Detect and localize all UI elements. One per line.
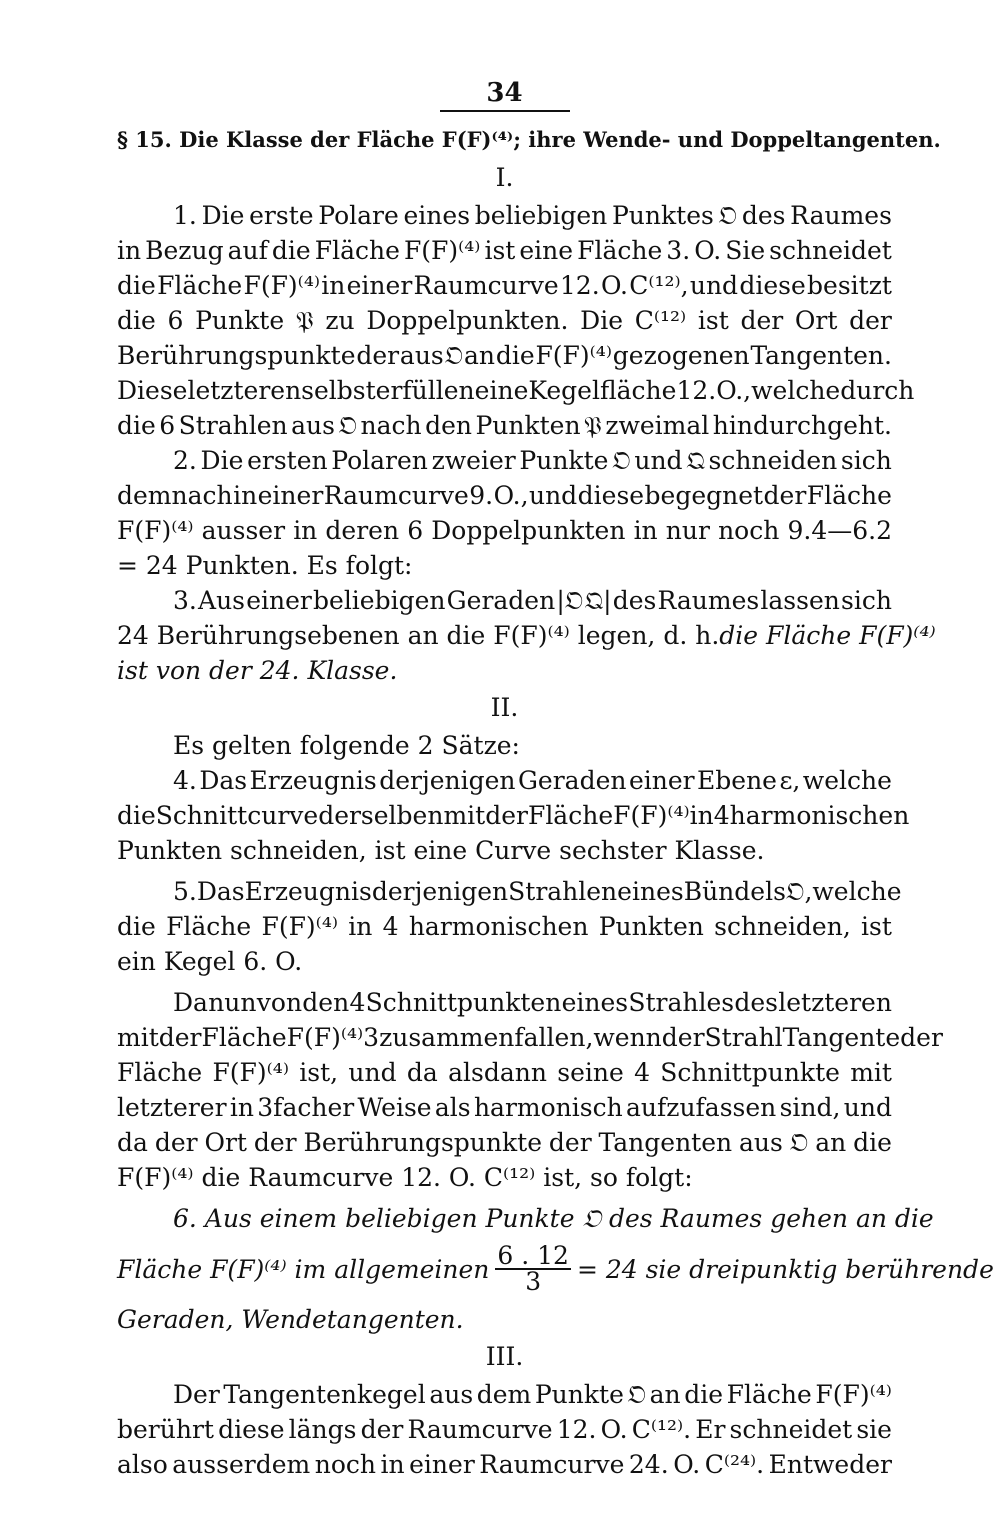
word: Punkte (195, 306, 285, 335)
word: Raumcurve (407, 1415, 553, 1444)
paragraph-5 (117, 874, 902, 979)
word: F(F)⁽⁴⁾ (535, 341, 612, 370)
word: der (763, 481, 807, 510)
word: schneiden (708, 446, 838, 475)
word: demnach (117, 481, 233, 510)
word: aus (399, 341, 444, 370)
word: in (633, 516, 658, 545)
word: auf (227, 236, 268, 265)
word: einer (346, 271, 413, 300)
word: und (689, 271, 739, 300)
word: O. (694, 236, 722, 265)
word: des (612, 586, 657, 615)
word: als (434, 1093, 471, 1122)
word: ist (861, 912, 892, 941)
text-line (117, 268, 892, 303)
word: Polare (318, 201, 399, 230)
word: in (233, 481, 258, 510)
word: die (495, 341, 535, 370)
word: Raumcurve (323, 481, 469, 510)
word: Aus (198, 586, 246, 615)
word: und (634, 446, 683, 475)
word: in (229, 1093, 254, 1122)
text-line (117, 583, 892, 618)
word: selbst (301, 376, 376, 405)
word: eine (519, 236, 574, 265)
word: derjenigen (379, 766, 516, 795)
paragraph-6 (117, 1201, 994, 1337)
word: da (406, 1058, 438, 1087)
word: die (271, 236, 311, 265)
word: zusammenfallen, (379, 1023, 594, 1052)
text-line (117, 233, 892, 268)
word: F(F)⁽⁴⁾ (286, 1023, 364, 1052)
word: welche (812, 877, 902, 906)
word: von (256, 988, 303, 1017)
paragraph-2 (117, 443, 892, 583)
word: berührt (117, 1415, 214, 1444)
word: 12. (556, 1415, 597, 1444)
word: 4 (382, 912, 399, 941)
text-line (117, 798, 910, 833)
word: Er (695, 1415, 726, 1444)
word: durch (840, 376, 915, 405)
word: Erzeugnis (244, 877, 372, 906)
word: O. (600, 1415, 628, 1444)
word: ersten (247, 446, 328, 475)
word: schneidet (769, 236, 892, 265)
word: 𝔒 (718, 201, 738, 230)
word: und (843, 1093, 892, 1122)
word: in (321, 271, 346, 300)
word: eines (561, 988, 629, 1017)
word: O., (493, 481, 529, 510)
word: Schnittpunkten (365, 988, 562, 1017)
word: in (293, 516, 318, 545)
text-line (117, 1125, 892, 1160)
word: die (117, 306, 156, 335)
word: Sie (725, 236, 766, 265)
word: 𝔒 (612, 446, 631, 475)
word: Berührungspunkte (117, 341, 356, 370)
word: 𝔔| (584, 586, 612, 615)
word: erste (249, 201, 314, 230)
formula-line (117, 1240, 994, 1298)
paragraph-1 (117, 198, 915, 443)
word: welche (802, 766, 892, 795)
word: diese (577, 481, 645, 510)
emphasis-text: = 24 sie dreipunktig berührende (576, 1254, 994, 1284)
word: beliebigen (474, 201, 608, 230)
text-line (117, 1090, 892, 1125)
word: 𝔔 (686, 446, 705, 475)
text-line (117, 874, 902, 909)
word: mit (850, 1058, 892, 1087)
text-line: Es gelten folgende 2 Sätze: (173, 731, 520, 760)
emphasis-text: die Fläche F(F)⁽⁴⁾ (719, 621, 936, 650)
word: 4. (173, 766, 197, 795)
word: Tangentenkegel (223, 1380, 426, 1409)
word: 1. (173, 201, 197, 230)
word: harmonischen (729, 801, 910, 830)
word: zu (325, 306, 355, 335)
word: die (117, 801, 156, 830)
emphasis-text: Fläche F(F)⁽⁴⁾ im allgemeinen (117, 1254, 490, 1284)
text-line (117, 763, 892, 798)
text-line (117, 1412, 892, 1447)
paragraph-da (117, 985, 943, 1195)
word: Tangenten (598, 1128, 733, 1157)
word: ist (484, 236, 516, 265)
word: 𝔓 (584, 411, 602, 440)
word: in (348, 912, 373, 941)
word: Polaren (331, 446, 428, 475)
word: dem (476, 1380, 532, 1409)
word: Fläche (726, 1380, 812, 1409)
word: C⁽¹²⁾. (631, 1415, 692, 1444)
word: nur (665, 516, 710, 545)
word: zweier (431, 446, 516, 475)
text-line: Punkten schneiden, ist eine Curve sechster Klasse. (117, 836, 765, 865)
text-line (117, 985, 892, 1020)
word: Die (580, 306, 624, 335)
section-heading: § 15. Die Klasse der Fläche F(F)⁽⁴⁾; ihre Wende- und Doppeltangenten. (117, 127, 941, 152)
word: noch (314, 1450, 376, 1479)
word: diese (218, 1415, 285, 1444)
word: Der (173, 1380, 220, 1409)
word: Strahlen (178, 411, 288, 440)
word: 3. (666, 236, 691, 265)
text-line (117, 1055, 892, 1090)
word: die (853, 1128, 892, 1157)
word: erfüllen (375, 376, 475, 405)
word: Raumes (657, 586, 760, 615)
word: Das (196, 877, 245, 906)
word: derselben (318, 801, 444, 830)
word: Tangenten. (750, 341, 892, 370)
word: F(F)⁽⁴⁾ (117, 516, 194, 545)
word: Raumcurve (479, 1450, 625, 1479)
word: zweimal (605, 411, 710, 440)
word: der (740, 306, 784, 335)
word: Fläche (806, 481, 892, 510)
paragraph-7 (117, 1377, 892, 1482)
word: letzteren (187, 376, 302, 405)
word: Da (173, 988, 208, 1017)
word: aus (429, 1380, 474, 1409)
word: Punktes (611, 201, 714, 230)
word: deren (325, 516, 400, 545)
word: 12. (676, 376, 717, 405)
word: einer (409, 1450, 475, 1479)
word: sie (856, 1415, 892, 1444)
text-line: ein Kegel 6. O. (117, 947, 303, 976)
word: Die (201, 201, 245, 230)
word: 4 (634, 1058, 650, 1087)
word: besitzt (807, 271, 892, 300)
word: 𝔒 (444, 341, 464, 370)
word: Geraden (446, 586, 556, 615)
text-line (117, 1020, 943, 1055)
word: Doppelpunkten (431, 516, 626, 545)
word: Strahlen (508, 877, 618, 906)
word: schneiden, (714, 912, 851, 941)
word: aus (739, 1128, 783, 1157)
word: Erzeugnis (249, 766, 377, 795)
emphasis-text: 6. Aus einem beliebigen Punkte 𝔒 des Raumes gehen an die (173, 1204, 934, 1233)
word: C⁽²⁴⁾. (704, 1450, 765, 1479)
word: 12. (559, 271, 600, 300)
word: Punkten (475, 411, 581, 440)
word: Bündels (683, 877, 786, 906)
word: nach (360, 411, 422, 440)
word: 6 (407, 516, 424, 545)
word: 3 (363, 1023, 380, 1052)
word: 5. (173, 877, 197, 906)
word: Fläche (577, 236, 663, 265)
word: Fläche (527, 801, 614, 830)
text-line (117, 1377, 892, 1412)
word: Fläche (166, 912, 252, 941)
word: der (154, 1128, 198, 1157)
word: 𝔒 (627, 1380, 647, 1409)
word: Strahles (628, 988, 735, 1017)
word: alsdann (448, 1058, 547, 1087)
word: in (117, 236, 142, 265)
fraction-denominator: 3 (525, 1267, 542, 1296)
word: die (117, 912, 156, 941)
word: 6 (167, 306, 184, 335)
word: in (689, 801, 714, 830)
word: 𝔒 (789, 1128, 809, 1157)
section-number-2: II. (490, 693, 519, 722)
word: Ort (204, 1128, 247, 1157)
text-line-mixed (117, 618, 936, 653)
word: 9. (469, 481, 494, 510)
word: an (815, 1128, 847, 1157)
word: mit (117, 1023, 159, 1052)
word: die (117, 411, 156, 440)
text-line: F(F)⁽⁴⁾ die Raumcurve 12. O. C⁽¹²⁾ ist, so folgt: (117, 1163, 693, 1192)
word: Fläche (201, 1023, 287, 1052)
word: eines (617, 877, 684, 906)
word: Tangente (782, 1023, 901, 1052)
section-number-1: I. (495, 163, 514, 192)
word: den (425, 411, 472, 440)
emphasis-text: Geraden, Wendetangenten. (117, 1305, 464, 1334)
word: F(F)⁽⁴⁾ (403, 236, 481, 265)
word: der (900, 1023, 943, 1052)
word: ist (697, 306, 729, 335)
word: Kegelfläche (528, 376, 677, 405)
word: eines (403, 201, 471, 230)
word: harmonisch (473, 1093, 623, 1122)
word: einer (246, 586, 312, 615)
word: der (485, 801, 528, 830)
word: ausser (201, 516, 286, 545)
word: Die (200, 446, 244, 475)
word: Raumcurve (413, 271, 559, 300)
word: diese (739, 271, 806, 300)
word: harmonischen (408, 912, 589, 941)
word: an (463, 341, 495, 370)
word: Raumes (790, 201, 892, 230)
word: der (548, 1128, 592, 1157)
word: C⁽¹²⁾ (634, 306, 687, 335)
word: sich (840, 446, 892, 475)
word: Punkte (519, 446, 609, 475)
word: |𝔒 (556, 586, 584, 615)
section-number-3: III. (485, 1342, 524, 1371)
word: 𝔒 (338, 411, 358, 440)
text-line (117, 373, 915, 408)
word: F(F)⁽⁴⁾ (815, 1380, 892, 1409)
word: der (356, 341, 400, 370)
word: letzteren (778, 988, 892, 1017)
word: die (117, 271, 156, 300)
paragraph-4 (117, 763, 910, 868)
word: seine (557, 1058, 624, 1087)
word: Punkte (534, 1380, 624, 1409)
word: beliebigen (313, 586, 446, 615)
text-line (117, 909, 892, 944)
text-line: = 24 Punkten. Es folgt: (117, 551, 413, 580)
word: aus (291, 411, 335, 440)
emphasis-text: ist von der 24. Klasse. (117, 656, 398, 685)
word: ε, (779, 766, 801, 795)
fraction (495, 1241, 571, 1296)
fraction-numerator: 6 . 12 (497, 1241, 569, 1270)
word: welche (751, 376, 841, 405)
word: an (649, 1380, 681, 1409)
word: Punkten (598, 912, 704, 941)
word: Fläche (314, 236, 400, 265)
word: Strahl (704, 1023, 783, 1052)
word: eine (474, 376, 529, 405)
word: 2. (173, 446, 197, 475)
word: gezogenen (612, 341, 750, 370)
word: O. (600, 271, 628, 300)
word: schneidet (729, 1415, 853, 1444)
paragraph-3 (117, 583, 936, 688)
word: 4 (349, 988, 366, 1017)
word: der (158, 1023, 202, 1052)
word: letzterer (117, 1093, 227, 1122)
word: der (661, 1023, 705, 1052)
word: den (302, 988, 350, 1017)
word: F(F)⁽⁴⁾ (261, 912, 338, 941)
word: Doppelpunkten. (366, 306, 569, 335)
text-line (117, 1302, 892, 1337)
word: F(F)⁽⁴⁾ (243, 271, 320, 300)
text-line (117, 303, 892, 338)
word: ist, (299, 1058, 339, 1087)
text-line (117, 408, 892, 443)
text-line (117, 443, 892, 478)
text-line (117, 653, 892, 688)
word: 3. (173, 586, 197, 615)
word: lassen (760, 586, 840, 615)
text-line (117, 338, 892, 373)
word: 𝔓 (295, 306, 314, 335)
word: Ebene (697, 766, 777, 795)
word: F(F)⁽⁴⁾ (613, 801, 690, 830)
word: ausserdem (172, 1450, 311, 1479)
word: hindurchgeht. (712, 411, 892, 440)
word: und (528, 481, 578, 510)
word: 6 (159, 411, 176, 440)
word: F(F)⁽⁴⁾ (212, 1058, 289, 1087)
word: des (734, 988, 778, 1017)
word: noch (718, 516, 780, 545)
word: des (741, 201, 786, 230)
word: O. (673, 1450, 701, 1479)
word: die (684, 1380, 724, 1409)
word: O., (716, 376, 752, 405)
word: 24. (628, 1450, 669, 1479)
word: Schnittpunkte (660, 1058, 840, 1087)
word: Fläche (157, 271, 243, 300)
word: also (117, 1450, 168, 1479)
text-line (117, 198, 892, 233)
text-line (117, 513, 892, 548)
word: derjenigen (371, 877, 509, 906)
word: da (117, 1128, 148, 1157)
text-line (117, 1201, 934, 1236)
word: wenn (593, 1023, 662, 1052)
word: aufzufassen (626, 1093, 777, 1122)
word: Geraden (517, 766, 627, 795)
word: Diese (117, 376, 188, 405)
word: Entweder (768, 1450, 892, 1479)
word: sind, (779, 1093, 841, 1122)
word: einer (257, 481, 324, 510)
word: Weise (357, 1093, 432, 1122)
word: Das (199, 766, 248, 795)
word: in (380, 1450, 405, 1479)
word: nun (208, 988, 257, 1017)
word: längs (288, 1415, 357, 1444)
word: einer (628, 766, 695, 795)
text-line (117, 478, 892, 513)
word: 9.4—6.2 (787, 516, 892, 545)
word: der (253, 1128, 297, 1157)
word: Ort (794, 306, 838, 335)
word: der (360, 1415, 404, 1444)
text-span: 24 Berührungsebenen an die F(F)⁽⁴⁾ legen, d. h. (117, 621, 720, 650)
word: 3facher (257, 1093, 355, 1122)
word: 𝔒, (785, 877, 813, 906)
word: Fläche (117, 1058, 203, 1087)
text-line (117, 1447, 892, 1482)
word: sich (841, 586, 892, 615)
page-number: 34 (440, 78, 570, 112)
word: und (348, 1058, 397, 1087)
word: 4 (713, 801, 730, 830)
word: der (849, 306, 892, 335)
word: mit (443, 801, 486, 830)
word: Schnittcurve (155, 801, 319, 830)
word: C⁽¹²⁾, (629, 271, 689, 300)
word: Berührungspunkte (303, 1128, 542, 1157)
word: begegnet (644, 481, 764, 510)
word: Bezug (145, 236, 224, 265)
